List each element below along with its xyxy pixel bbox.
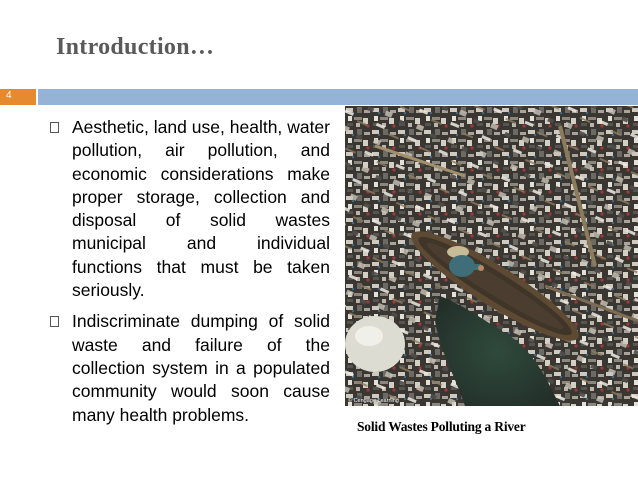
bullet-text: Indiscriminate dumping of solid waste and failure of the collection system in a populated community would soon cause many health problems.	[72, 311, 330, 425]
river-pollution-photo	[345, 106, 638, 406]
bullet-text: Aesthetic, land use, health, water pollution, air pollution, and economic considerations make proper storage, collection and disposal of solid wastes municipal and individual functions that must be taken seriously.	[72, 117, 330, 301]
bullet-list	[46, 116, 330, 435]
figure-caption: Solid Wastes Polluting a River	[357, 419, 526, 434]
photo-illustration	[345, 106, 638, 406]
slide-title: Introduction…	[56, 34, 215, 60]
photo-credit: © Cengage Learning	[348, 398, 399, 404]
square-bullet-icon	[50, 316, 59, 327]
square-bullet-icon	[50, 122, 59, 133]
slide-number-badge	[0, 89, 36, 105]
slide-number: 4	[6, 90, 12, 101]
bullet-item	[46, 310, 330, 426]
header-accent-bar	[38, 89, 638, 105]
bullet-item	[46, 116, 330, 302]
